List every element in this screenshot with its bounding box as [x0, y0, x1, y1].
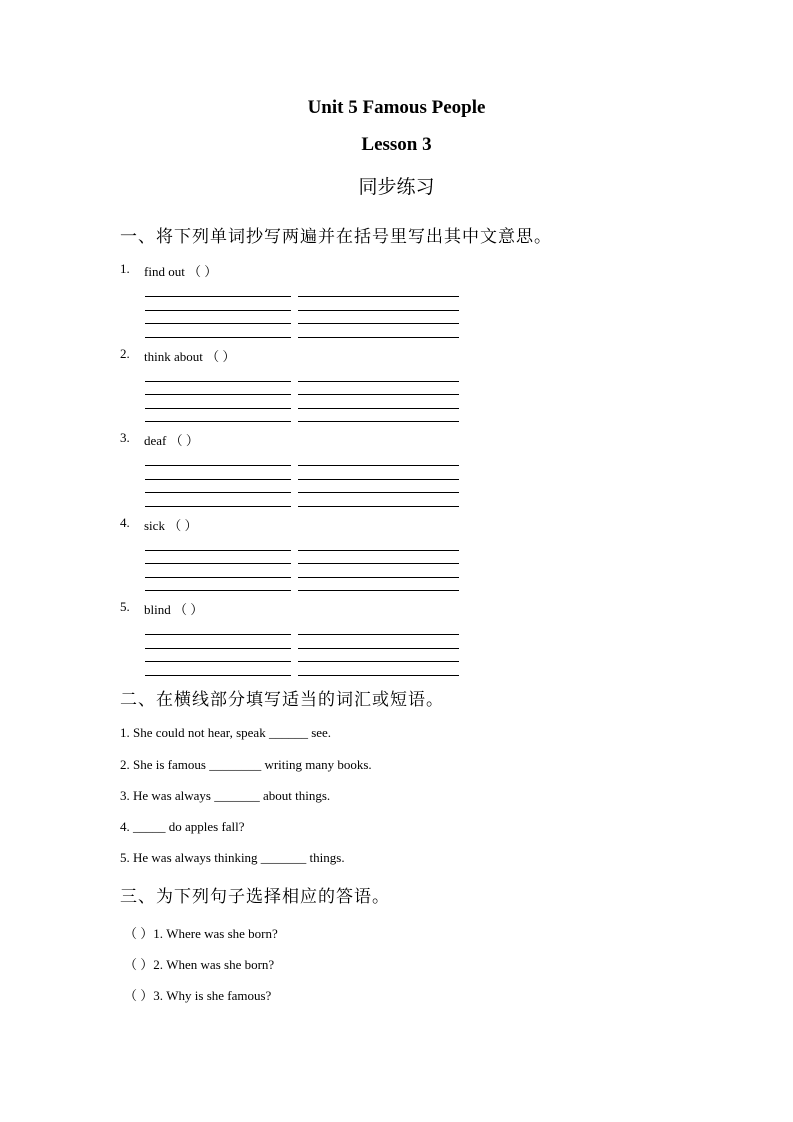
section2-heading: 二、在横线部分填写适当的词汇或短语。 [120, 690, 444, 710]
writing-line[interactable] [145, 408, 291, 409]
writing-line[interactable] [298, 661, 459, 662]
writing-line[interactable] [298, 675, 459, 676]
writing-line[interactable] [145, 310, 291, 311]
writing-line[interactable] [298, 648, 459, 649]
question-item: （ ）2. When was she born? [124, 957, 275, 972]
writing-line[interactable] [298, 296, 459, 297]
question-item: （ ）3. Why is she famous? [124, 988, 272, 1003]
fill-sentence: 2. She is famous ________ writing many books. [120, 757, 372, 772]
writing-line[interactable] [145, 590, 291, 591]
section3-heading: 三、为下列句子选择相应的答语。 [120, 887, 390, 907]
writing-line[interactable] [145, 634, 291, 635]
item-number: 2. [120, 346, 130, 361]
writing-line[interactable] [298, 408, 459, 409]
writing-line[interactable] [145, 296, 291, 297]
section1-heading: 一、将下列单词抄写两遍并在括号里写出其中文意思。 [120, 227, 552, 247]
fill-sentence: 4. _____ do apples fall? [120, 819, 245, 834]
writing-line[interactable] [145, 648, 291, 649]
fill-sentence: 1. She could not hear, speak ______ see. [120, 725, 332, 740]
writing-line[interactable] [145, 337, 291, 338]
item-word: find out （ ） [144, 264, 218, 279]
writing-line[interactable] [298, 465, 459, 466]
page-subtitle: 同步练习 [358, 176, 435, 198]
item-number: 1. [120, 261, 130, 276]
item-word: think about （ ） [144, 349, 236, 364]
writing-line[interactable] [298, 381, 459, 382]
writing-line[interactable] [298, 550, 459, 551]
writing-line[interactable] [145, 394, 291, 395]
writing-line[interactable] [298, 492, 459, 493]
writing-line[interactable] [298, 590, 459, 591]
writing-line[interactable] [298, 479, 459, 480]
item-word: sick （ ） [144, 518, 198, 533]
fill-sentence: 3. He was always _______ about things. [120, 788, 331, 803]
writing-line[interactable] [145, 675, 291, 676]
writing-line[interactable] [145, 661, 291, 662]
writing-line[interactable] [298, 310, 459, 311]
writing-line[interactable] [298, 563, 459, 564]
page-title: Unit 5 Famous People [307, 97, 486, 118]
writing-line[interactable] [145, 550, 291, 551]
writing-line[interactable] [145, 421, 291, 422]
writing-line[interactable] [145, 577, 291, 578]
question-item: （ ）1. Where was she born? [124, 926, 278, 941]
writing-line[interactable] [145, 479, 291, 480]
item-number: 5. [120, 599, 130, 614]
writing-line[interactable] [298, 577, 459, 578]
item-word: blind （ ） [144, 602, 204, 617]
writing-line[interactable] [145, 563, 291, 564]
writing-line[interactable] [298, 506, 459, 507]
fill-sentence: 5. He was always thinking _______ things. [120, 850, 345, 865]
writing-line[interactable] [298, 394, 459, 395]
writing-line[interactable] [298, 634, 459, 635]
writing-line[interactable] [145, 465, 291, 466]
writing-line[interactable] [145, 323, 291, 324]
writing-line[interactable] [145, 506, 291, 507]
item-word: deaf （ ） [144, 433, 199, 448]
writing-line[interactable] [298, 323, 459, 324]
writing-line[interactable] [145, 381, 291, 382]
writing-line[interactable] [298, 421, 459, 422]
lesson-title: Lesson 3 [361, 134, 432, 155]
item-number: 4. [120, 515, 130, 530]
item-number: 3. [120, 430, 130, 445]
writing-line[interactable] [298, 337, 459, 338]
writing-line[interactable] [145, 492, 291, 493]
